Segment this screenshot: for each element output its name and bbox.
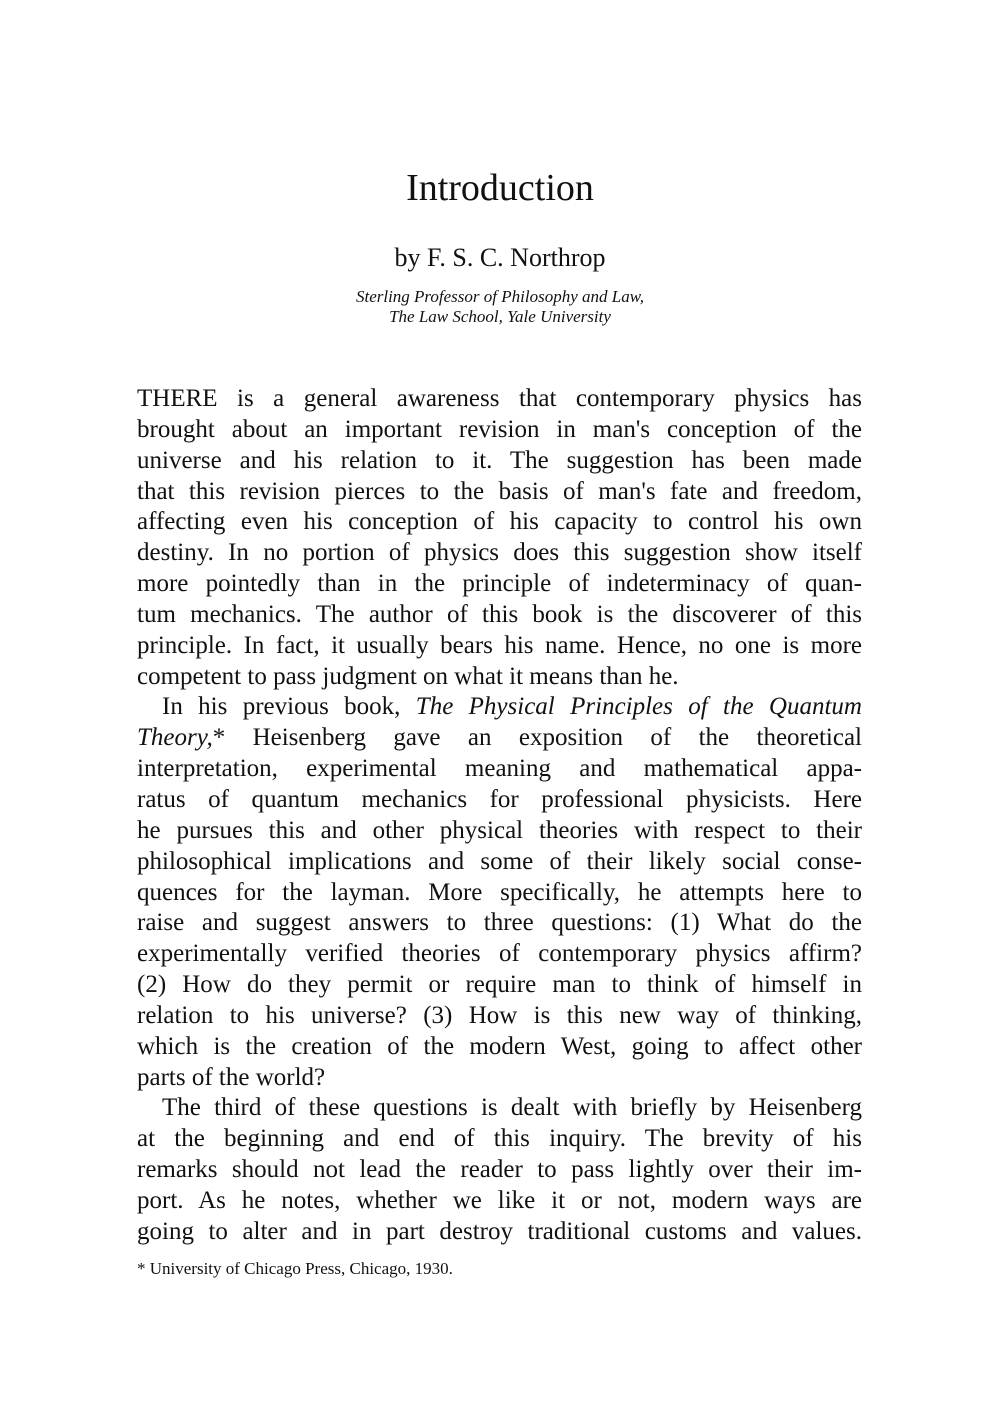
page-title: Introduction [406,167,594,209]
author-byline: by F. S. C. Northrop [394,243,606,272]
text-line [137,569,862,600]
text-segment: The third of these questions is dealt with briefly by Heisenberg [137,1094,862,1122]
text-line [137,631,862,662]
text-line [137,785,862,816]
text-line [137,507,862,538]
text-line [137,415,862,446]
text-segment: more pointedly than in the principle of indeterminacy of quan- [137,570,862,598]
text-segment: which is the creation of the modern West, going to affect other [137,1032,862,1060]
italic-title: Theory, [137,724,213,752]
text-line [137,878,862,909]
paragraph [137,384,862,692]
text-segment: raise and suggest answers to three questions: (1) What do the [137,909,862,937]
text-segment: THERE is a general awareness that contemporary physics has [137,385,862,412]
text-segment: that this revision pierces to the basis of man's fate and freedom, [137,477,862,505]
text-segment: brought about an important revision in man's conception of the [137,415,862,443]
text-segment: experimentally verified theories of contemporary physics affirm? [137,940,862,968]
text-line [137,1093,862,1124]
text-segment: affecting even his conception of his capacity to control his own [137,508,862,536]
text-segment: * Heisenberg gave an exposition of the theoretical [212,724,862,752]
text-line [137,1155,862,1186]
text-line [137,1063,862,1094]
text-segment: he pursues this and other physical theories with respect to their [137,816,862,844]
text-line [137,1032,862,1063]
text-line [137,847,862,878]
text-segment: competent to pass judgment on what it means than he. [137,662,679,690]
author-affiliation [0,287,1000,327]
text-line [137,692,862,723]
text-line [137,662,862,693]
text-segment: going to alter and in part destroy traditional customs and values. [137,1217,862,1245]
paragraph [137,1093,862,1247]
italic-title: The Physical Principles of the Quantum [415,693,862,721]
text-segment: at the beginning and end of this inquiry. The brevity of his [137,1125,862,1153]
text-line [137,970,862,1001]
text-line [137,477,862,508]
text-segment: (2) How do they permit or require man to think of himself in [137,971,862,999]
text-segment: port. As he notes, whether we like it or not, modern ways are [137,1186,862,1214]
body-text [137,384,862,1248]
text-segment: ratus of quantum mechanics for professional physicists. Here [137,785,862,813]
text-line [137,1186,862,1217]
affiliation-line: Sterling Professor of Philosophy and Law, [355,287,645,306]
text-segment: In his previous book, [137,693,416,721]
text-line [137,600,862,631]
text-line [137,723,862,754]
text-line [137,1217,862,1248]
text-line [137,1001,862,1032]
text-line [137,908,862,939]
text-line [137,939,862,970]
text-line [137,1124,862,1155]
text-segment: philosophical implications and some of their likely social conse- [137,847,862,875]
footnote: * University of Chicago Press, Chicago, 1930. [137,1259,453,1278]
text-line [137,384,862,415]
text-segment: tum mechanics. The author of this book is the discoverer of this [137,600,862,628]
text-line [137,446,862,477]
text-line [137,816,862,847]
text-segment: interpretation, experimental meaning and mathematical appa- [137,755,862,783]
text-segment: parts of the world? [137,1063,326,1091]
text-segment: quences for the layman. More specifically, he attempts here to [137,878,862,906]
text-segment: remarks should not lead the reader to pass lightly over their im- [137,1156,862,1184]
text-segment: relation to his universe? (3) How is this new way of thinking, [137,1001,862,1029]
text-segment: principle. In fact, it usually bears his name. Hence, no one is more [137,631,862,659]
text-line [137,538,862,569]
paragraph [137,692,862,1093]
affiliation-line: The Law School, Yale University [389,307,611,326]
text-line [137,754,862,785]
text-segment: universe and his relation to it. The suggestion has been made [137,446,862,474]
text-segment: destiny. In no portion of physics does this suggestion show itself [137,539,862,567]
